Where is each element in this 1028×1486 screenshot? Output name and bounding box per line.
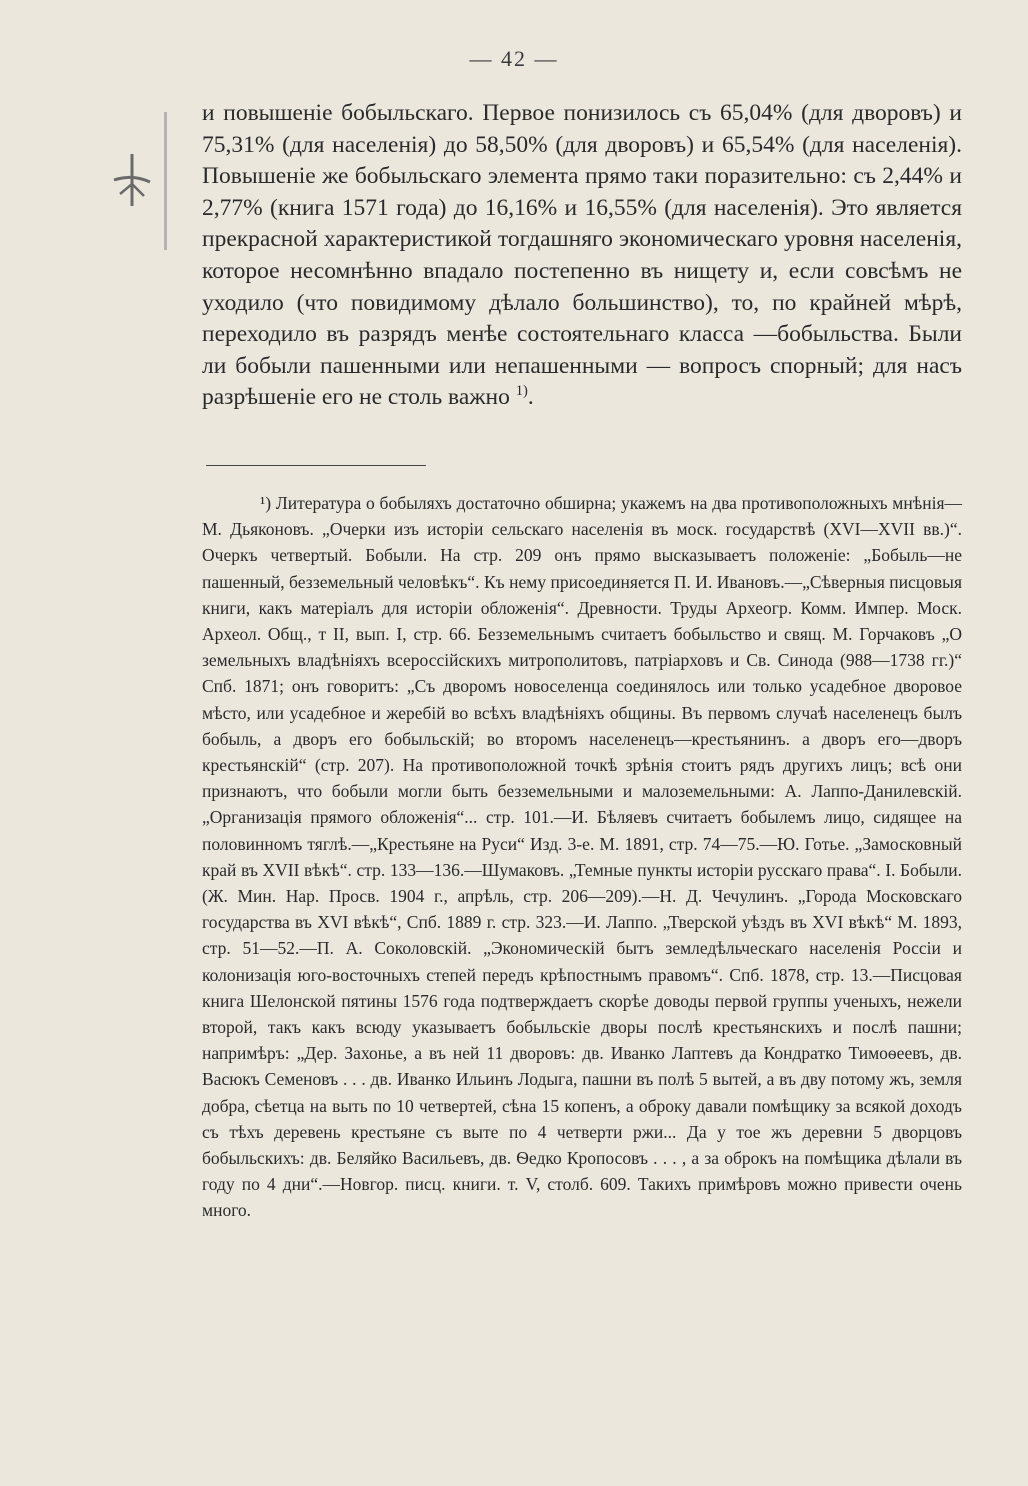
footnote <box>202 490 962 1224</box>
footnote-rule <box>206 465 426 466</box>
margin-cross-mark <box>110 150 154 210</box>
main-text <box>202 98 962 414</box>
footnote-reference: 1) <box>515 383 528 400</box>
margin-bar <box>164 112 167 250</box>
footnote-paragraph <box>202 490 962 1224</box>
footnote-text: Литература о бобыляхъ достаточно обширна; укажемъ на два противоположныхъ мнѣнія—М. Дьяконовъ. „Очерки изъ исторіи сельскаго населенія въ моск. государствѣ (XVI—XVII вв.)“. Очеркъ четвертый. Бобыли. На стр. 209 онъ прямо высказываетъ положеніе: „Бобыль—не пашенный, безземельный человѣкъ“. Къ нему присоединяется П. И. Ивановъ.—„Сѣверныя писцовыя книги, какъ матеріалъ для исторіи обложенія“. Древности. Труды Археогр. Комм. Импер. Моск. Археол. Общ., т II, вып. I, стр. 66. Безземельнымъ считаетъ бобыльство и свящ. М. Горчаковъ „О земельныхъ владѣніяхъ всероссійскихъ митрополитовъ, патріарховъ и Св. Синода (988—1738 гг.)“ Спб. 1871; онъ говоритъ: „Съ дворомъ новоселенца соединялось или только усадебное дворовое мѣсто, или усадебное и жеребій во всѣхъ владѣніяхъ общины. Въ первомъ случаѣ населенецъ былъ бобыль, а дворъ его бобыльскій; во второмъ населенецъ—крестьянинъ. а дворъ его—дворъ крестьянскій“ (стр. 207). На противоположной точкѣ зрѣнія стоитъ рядъ другихъ лицъ; всѣ они признаютъ, что бобыли могли быть безземельными и малоземельными: А. Лаппо-Данилевскій. „Организація прямого обложенія“... стр. 101.—И. Бѣляевъ считаетъ бобылемъ лицо, сидящее на половинномъ тяглѣ.—„Крестьяне на Руси“ Изд. 3-е. М. 1891, стр. 74—75.—Ю. Готье. „Замосковный край въ XVII вѣкѣ“. стр. 133—136.—Шумаковъ. „Темные пункты исторіи русскаго права“. I. Бобыли. (Ж. Мин. Нар. Просв. 1904 г., апрѣль, стр. 206—209).—Н. Д. Чечулинъ. „Города Московскаго государства въ XVI вѣкѣ“, Спб. 1889 г. стр. 323.—И. Лаппо. „Тверской уѣздъ въ XVI вѣкѣ“ М. 1893, стр. 51—52.—П. А. Соколовскій. „Экономическій бытъ земледѣльческаго населенія Россіи и колонизація юго-восточныхъ степей передъ крѣпостнымъ правомъ“. Спб. 1878, стр. 13.—Писцовая книга Шелонской пятины 1576 года подтверждаетъ скорѣе доводы первой группы ученыхъ, нежели второй, такъ какъ всюду указываетъ бобыльскіе дворы послѣ крестьянскихъ и послѣ пашни; напримѣръ: „Дер. Захонье, а въ ней 11 дворовъ: дв. Иванко Лаптевъ да Кондратко Тимоѳеевъ, дв. Васюкъ Семеновъ . . . дв. Иванко Ильинъ Лодыга, пашни въ полѣ 5 вытей, а въ дву потому жъ, земля добра, сѣетца на выть по 10 четвертей, сѣна 15 копенъ, а оброку давали помѣщику за всякой доходъ съ тѣхъ деревень крестьяне съ выте по 4 четверти ржи... Да у тое жъ деревни 5 дворцовъ бобыльскихъ: дв. Беляйко Васильевъ, дв. Ѳедко Кропосовъ . . . , а за оброкъ на помѣщика дѣлали въ году по 4 дни“.—Новгор. писц. книги. т. V, столб. 609. Такихъ примѣровъ можно привести очень много. <box>202 493 962 1221</box>
main-paragraph: и повышеніе бобыльскаго. Первое понизилось съ 65,04% (для дворовъ) и 75,31% (для населенія) до 58,50% (для дворовъ) и 65,54% (для населенія). Повышеніе же бобыльскаго элемента прямо таки поразительно: съ 2,44% и 2,77% (книга 1571 года) до 16,16% и 16,55% (для населенія). Это является прекрасной характеристикой тогдашняго экономическаго уровня населенія, которое несомнѣнно впадало постепенно въ нищету и, если совсѣмъ не уходило (что повидимому дѣлало большинство), то, по крайней мѣрѣ, переходило въ разрядъ менѣе состоятельнаго класса —бобыльства. Были ли бобыли пашенными или непашенными — вопросъ спорный; для насъ разрѣшеніе его не столь важно $^{1)}$. <box>202 100 962 411</box>
footnote-marker: ¹) <box>260 493 272 513</box>
page-number: — 42 — <box>469 46 559 71</box>
main-paragraph-text: и повышеніе бобыльскаго. Первое понизилось съ 65,04% (для дворовъ) и 75,31% (для населенія) до 58,50% (для дворовъ) и 65,54% (для населенія). Повышеніе же бобыльскаго элемента прямо таки поразительно: съ 2,44% и 2,77% (книга 1571 года) до 16,16% и 16,55% (для населенія). Это является прекрасной характеристикой тогдашняго экономическаго уровня населенія, которое несомнѣнно впадало постепенно въ нищету и, если совсѣмъ не уходило (что повидимому дѣлало большинство), то, по крайней мѣрѣ, переходило въ разрядъ менѣе состоятельнаго класса —бобыльства. Были ли бобыли пашенными или непашенными — вопросъ спорный; для насъ разрѣшеніе его не столь важно <box>202 100 962 411</box>
